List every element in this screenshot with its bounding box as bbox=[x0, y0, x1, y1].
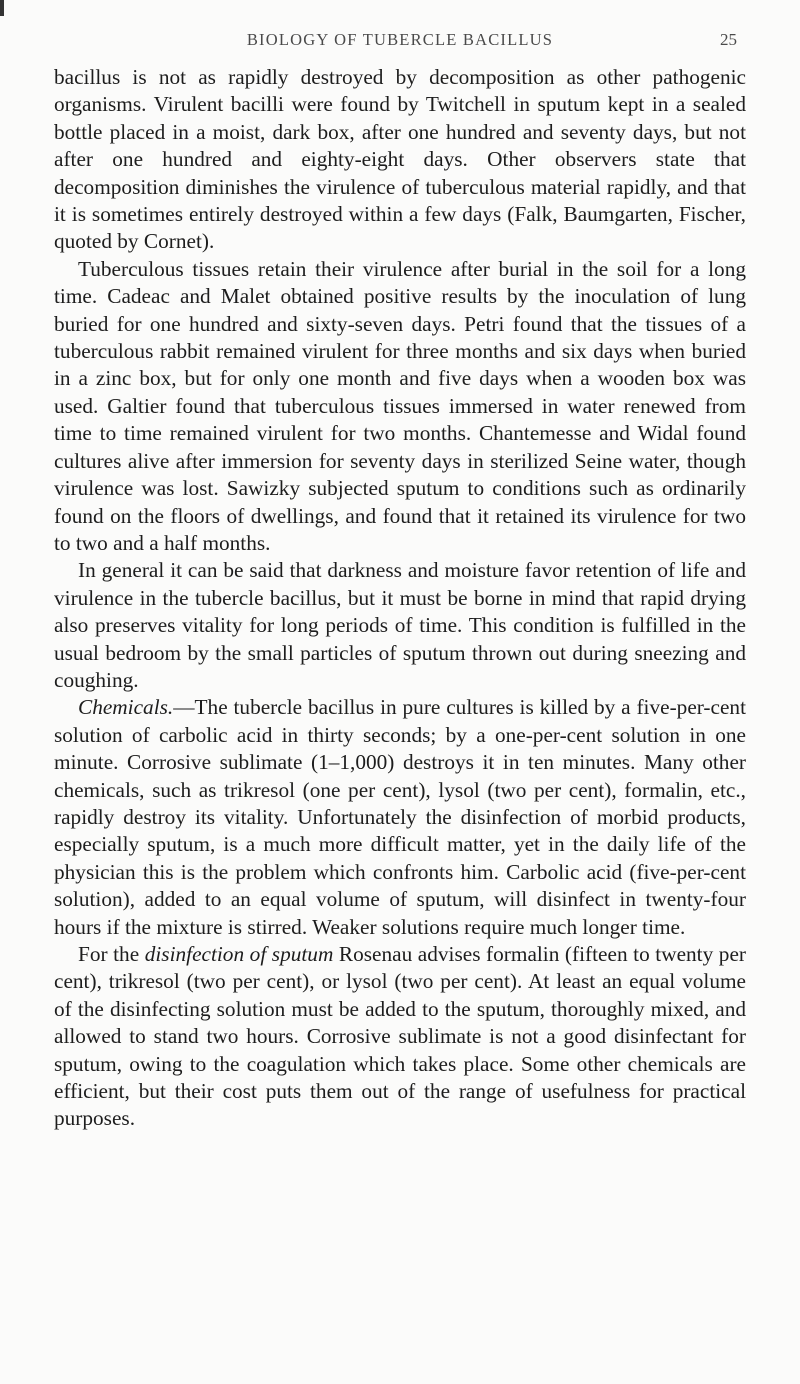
paragraph-text: Tuberculous tissues retain their virulence after burial in the soil for a long time. Cadeac and Malet obtained positive results by the inoculation of lung buried for one hundred and sixty-seven days. Petri found that the tissues of a tuberculous rabbit remained virulent for three months and six days when buried in a zinc box, but for only one month and five days when a wooden box was used. Galtier found that tuberculous tissues immersed in water renewed from time to time remained virulent for two months. Chantemesse and Widal found cultures alive after immersion for seventy days in sterilized Seine water, though virulence was lost. Sawizky subjected sputum to conditions such as ordinarily found on the floors of dwellings, and found that it retained its virulence for two to two and a half months. bbox=[54, 256, 746, 555]
paragraph-prefix: For the bbox=[78, 942, 145, 966]
paragraph bbox=[54, 64, 746, 256]
running-header bbox=[0, 30, 800, 60]
paragraph bbox=[54, 694, 746, 941]
paragraph-text: Rosenau advises formalin (fifteen to twenty per cent), trikresol (two per cent), or lysol (two per cent). At least an equal volume of the disinfecting solution must be added to the sputum, thoroughly mixed, and allowed to stand two hours. Corrosive sublimate is not a good disinfectant for sputum, owing to the coagulation which takes place. Some other chemicals are efficient, but their cost puts them out of the range of usefulness for practical purposes. bbox=[54, 942, 746, 1131]
paragraph-text: —The tubercle bacillus in pure cultures is killed by a five-per-cent solution of carbolic acid in thirty seconds; by a one-per-cent solution in one minute. Corrosive sublimate (1–1,000) destroys it in ten minutes. Many other chemicals, such as trikresol (one per cent), lysol (two per cent), formalin, etc., rapidly destroy its vitality. Unfortunately the disinfection of morbid products, especially sputum, is a much more difficult matter, yet in the daily life of the physician this is the problem which confronts him. Carbolic acid (five-per-cent solution), added to an equal volume of sputum, will disinfect in twenty-four hours if the mixture is stirred. Weaker solutions require much longer time. bbox=[54, 695, 746, 939]
italic-term-disinfection: disinfection of sputum bbox=[144, 942, 334, 966]
paragraph-text: bacillus is not as rapidly destroyed by decomposition as other pathogenic organisms. Virulent bacilli were found by Twitchell in sputum kept in a sealed bottle placed in a moist, dark box, after one hundred and seventy days, but not after one hundred and eighty-eight days. Other observers state that decomposition diminishes the virulence of tuberculous material rapidly, and that it is sometimes entirely destroyed within a few days (Falk, Baumgarten, Fischer, quoted by Cornet). bbox=[54, 65, 746, 254]
paragraph bbox=[54, 941, 746, 1133]
body-text bbox=[54, 64, 746, 1133]
paragraph bbox=[54, 256, 746, 557]
paragraph-text: In general it can be said that darkness and moisture favor retention of life and virulence in the tubercle bacillus, but it must be borne in mind that rapid drying also preserves vitality for long periods of time. This condition is fulfilled in the usual bedroom by the small particles of sputum thrown out during sneezing and coughing. bbox=[54, 558, 746, 692]
scan-edge-mark bbox=[0, 0, 4, 16]
section-lead-chemicals: Chemicals. bbox=[78, 695, 174, 720]
running-title: BIOLOGY OF TUBERCLE BACILLUS bbox=[246, 30, 554, 49]
paragraph bbox=[54, 557, 746, 694]
page-number: 25 bbox=[720, 30, 737, 49]
